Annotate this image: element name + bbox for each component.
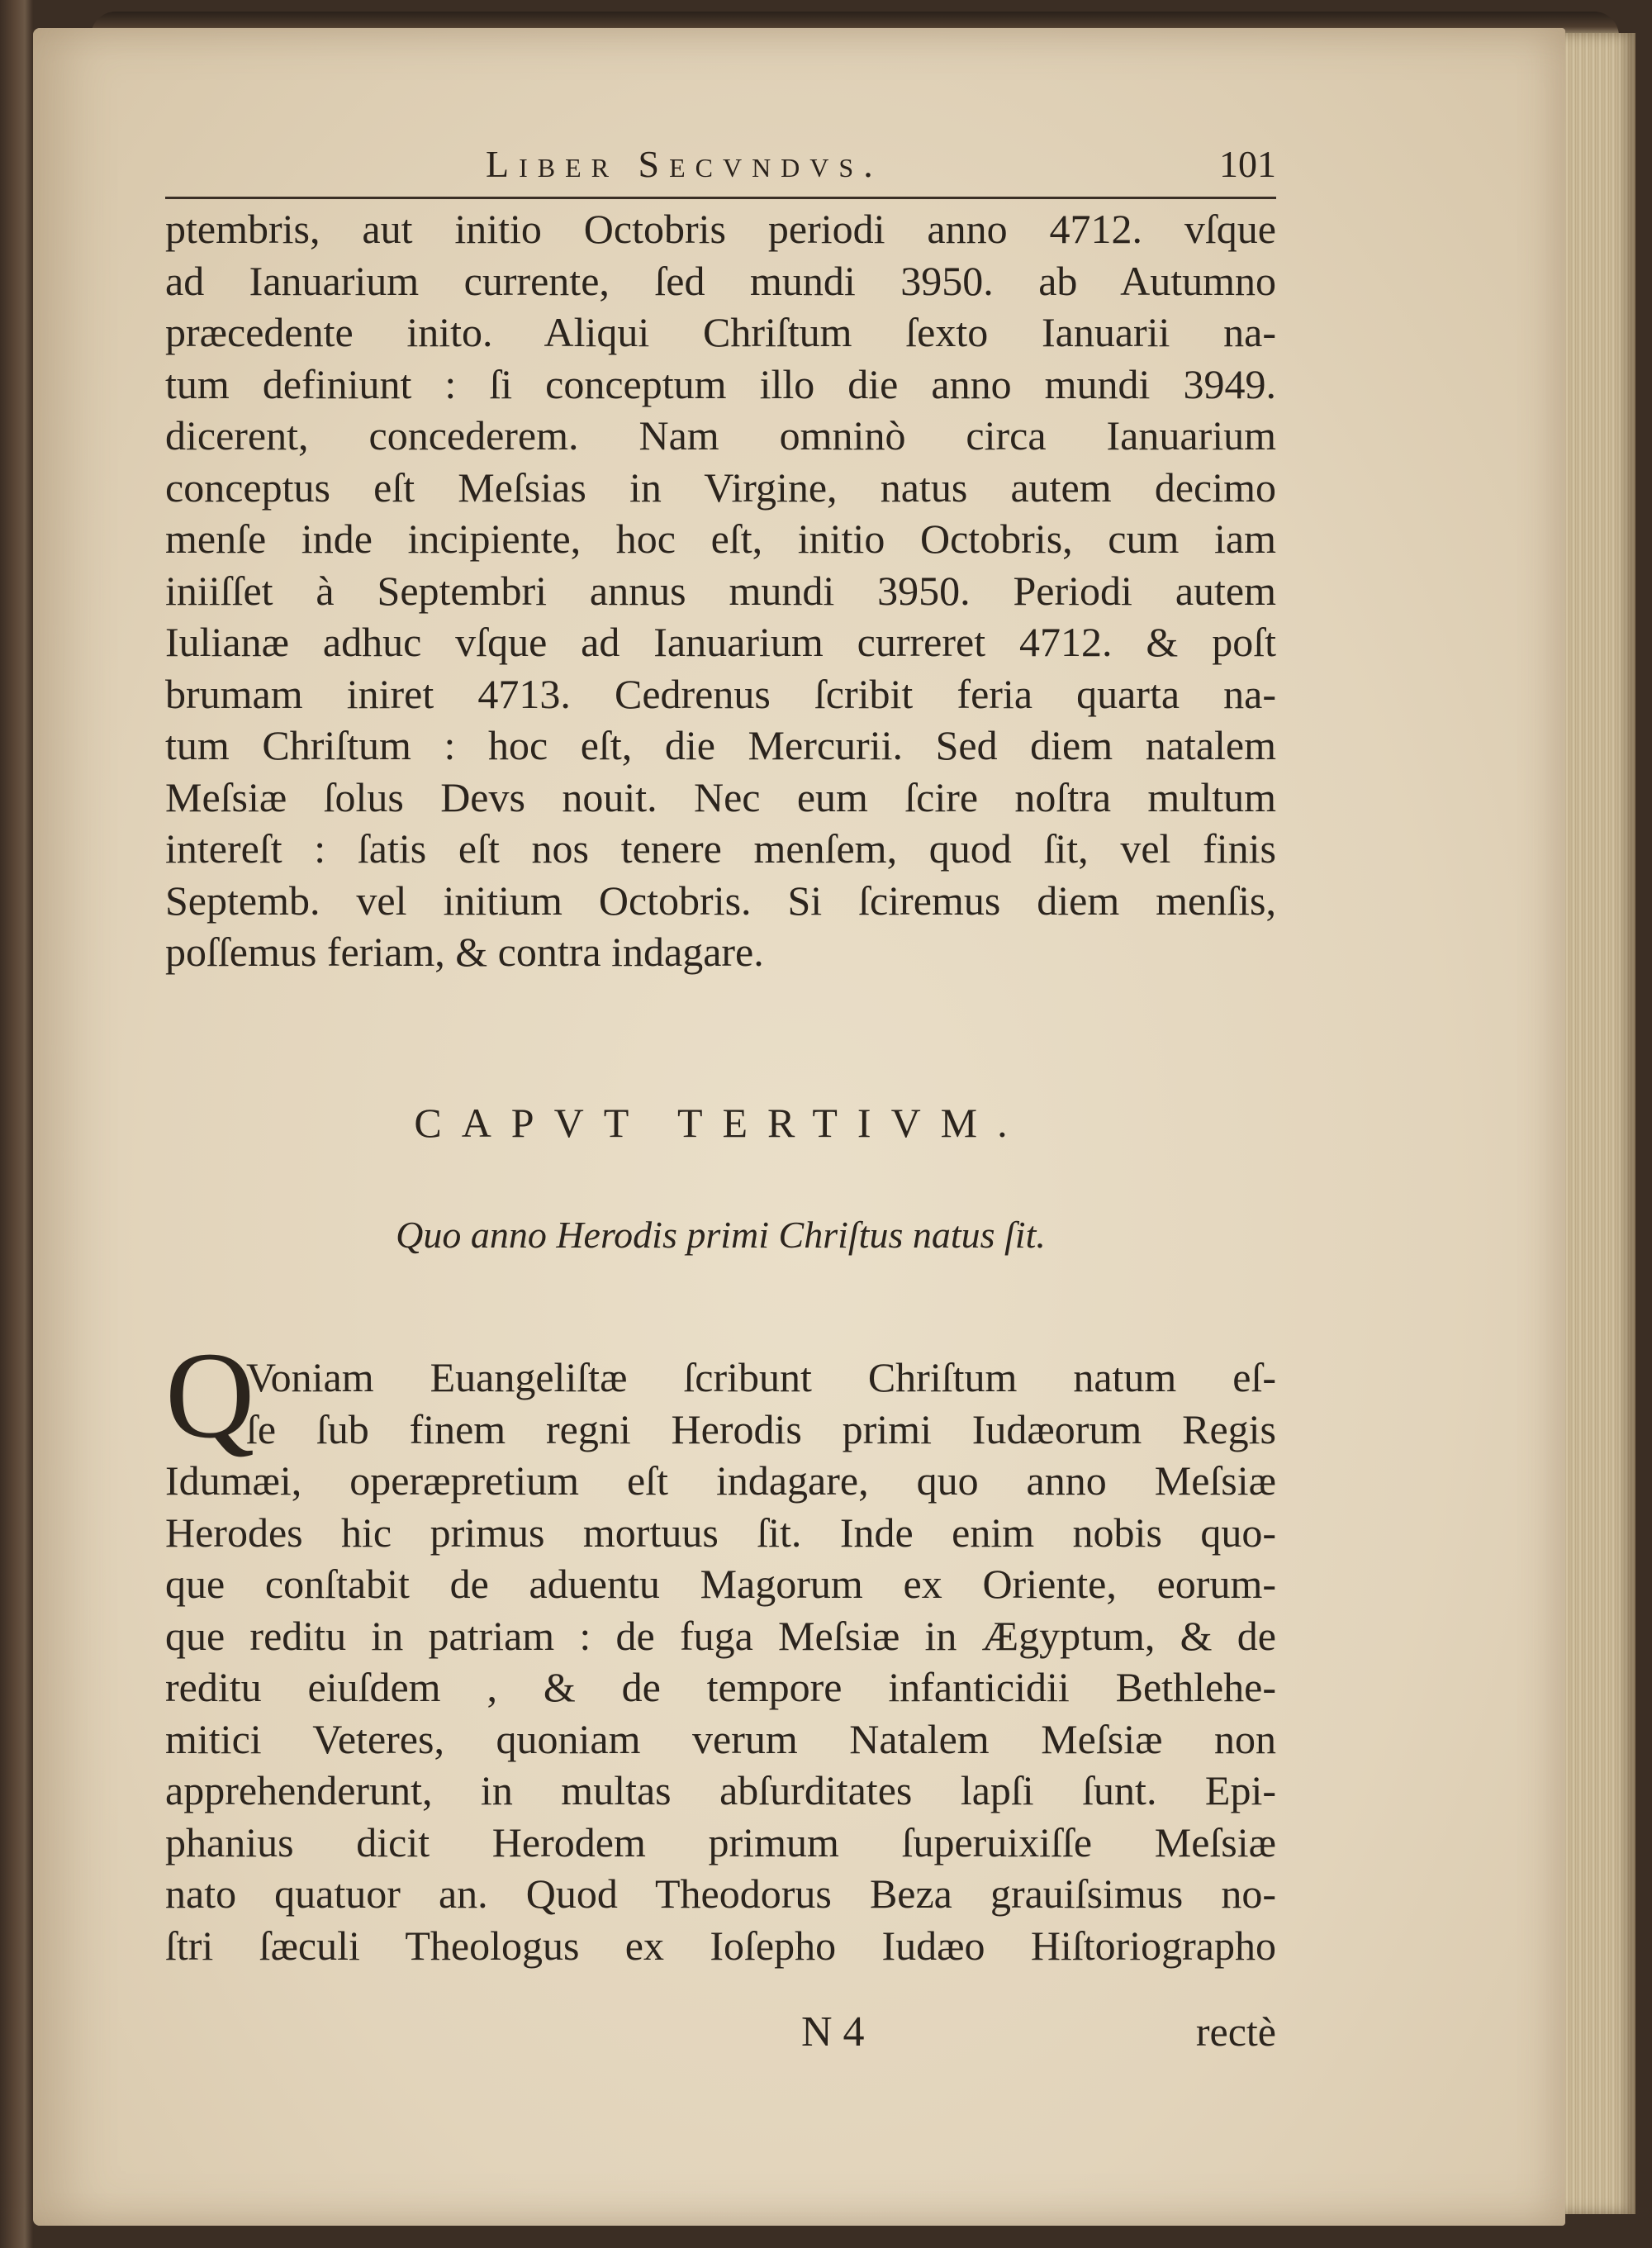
text-line: Herodes hic primus mortuus ſit. Inde enim nobis quo- <box>165 1509 1276 1556</box>
text-line: poſſemus feriam, & contra indagare. <box>165 929 764 975</box>
text-line: Septemb. vel initium Octobris. Si ſciremus diem menſis, <box>165 877 1276 924</box>
text-line: brumam iniret 4713. Cedrenus ſcribit feria quarta na- <box>165 670 1276 717</box>
text-line: ptembris, aut initio Octobris periodi anno 4712. vſque <box>165 206 1276 252</box>
text-line: Meſsiæ ſolus Devs nouit. Nec eum ſcire noſtra multum <box>165 773 1276 820</box>
text-line: tum definiunt : ſi conceptum illo die anno mundi 3949. <box>165 360 1276 407</box>
running-title: Liber Secvndvs. <box>486 143 883 185</box>
text-line: nato quatuor an. Quod Theodorus Beza grauiſsimus no- <box>165 1870 1276 1917</box>
text-line: iniiſſet à Septembri annus mundi 3950. Periodi autem <box>165 567 1276 614</box>
catchword: rectè <box>1195 2008 1276 2055</box>
chapter-heading: CAPVT TERTIVM. <box>414 1100 1028 1146</box>
text-line: ſe ſub finem regni Herodis primi Iudæorum Regis <box>246 1405 1276 1452</box>
text-line: tum Chriſtum : hoc eſt, die Mercurii. Sed diem natalem <box>165 722 1276 768</box>
chapter-paragraph <box>165 1352 1276 1971</box>
text-line: menſe inde incipiente, hoc eſt, initio Octobris, cum iam <box>165 516 1276 562</box>
drop-capital: Q <box>165 1327 255 1464</box>
signature-mark: N 4 <box>801 2008 865 2056</box>
text-line: que conſtabit de aduentu Magorum ex Oriente, eorum- <box>165 1561 1276 1607</box>
text-line: que reditu in patriam : de fuga Meſsiæ in Ægyptum, & de <box>165 1612 1276 1659</box>
page-number: 101 <box>1219 143 1276 185</box>
text-line: conceptus eſt Meſsias in Virgine, natus autem decimo <box>165 463 1276 511</box>
text-line: ſtri ſæculi Theologus ex Ioſepho Iudæo Hiſtoriographo <box>165 1922 1276 1969</box>
text-line: intereſt : ſatis eſt nos tenere menſem, quod ſit, vel finis <box>165 825 1276 872</box>
text-line: ad Ianuarium currente, ſed mundi 3950. ab Autumno <box>165 257 1276 304</box>
paragraph-continued <box>165 203 1276 978</box>
header-rule <box>165 197 1276 199</box>
text-line: apprehenderunt, in multas abſurditates lapſi ſunt. Epi- <box>165 1767 1276 1813</box>
chapter-subtitle: Quo anno Herodis primi Chriſtus natus ſit. <box>396 1214 1046 1256</box>
page-header <box>165 142 1276 192</box>
text-line: reditu eiuſdem , & de tempore infanticidii Bethlehe- <box>165 1664 1276 1710</box>
text-line: dicerent, concederem. Nam omninò circa Ianuarium <box>165 412 1276 459</box>
text-line: phanius dicit Herodem primum ſuperuixiſſe Meſsiæ <box>165 1818 1276 1865</box>
text-line: Idumæi, operæpretium eſt indagare, quo anno Meſsiæ <box>165 1457 1276 1504</box>
text-line: Voniam Euangeliſtæ ſcribunt Chriſtum natum eſ- <box>246 1354 1276 1400</box>
text-line: Iulianæ adhuc vſque ad Ianuarium curreret 4712. & poſt <box>165 619 1276 665</box>
text-line: præcedente inito. Aliqui Chriſtum ſexto Ianuarii na- <box>165 309 1276 355</box>
text-line: mitici Veteres, quoniam verum Natalem Meſsiæ non <box>165 1715 1276 1762</box>
